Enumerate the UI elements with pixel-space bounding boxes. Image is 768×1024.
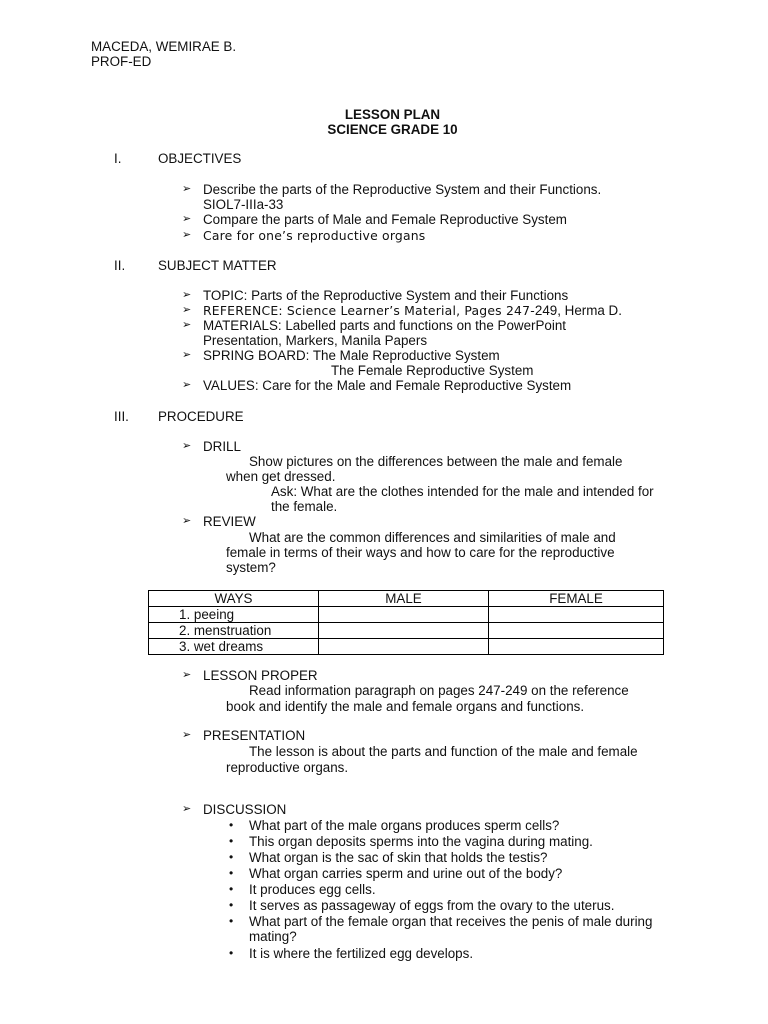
- ways-table: [148, 590, 664, 655]
- dot-bullet-icon: •: [229, 866, 234, 880]
- table-cell-way: 3. wet dreams: [149, 639, 319, 655]
- review-line3: system?: [226, 560, 276, 575]
- arrow-bullet-icon: ➢: [182, 803, 192, 815]
- discussion-item: What organ is the sac of skin that holds the testis?: [249, 850, 548, 865]
- arrow-bullet-icon: ➢: [182, 349, 192, 361]
- discussion-item: What organ carries sperm and urine out of the body?: [249, 866, 563, 881]
- author-name: MACEDA, WEMIRAE B.: [91, 39, 237, 54]
- table-header-ways: WAYS: [149, 591, 319, 607]
- review-label: REVIEW: [203, 514, 256, 529]
- dot-bullet-icon: •: [229, 882, 234, 896]
- review-line2: female in terms of their ways and how to care for the reproductive: [226, 545, 615, 560]
- presentation-line2: reproductive organs.: [226, 760, 349, 775]
- section-heading-objectives: OBJECTIVES: [158, 151, 242, 166]
- dot-bullet-icon: •: [229, 818, 234, 832]
- table-cell-way: 1. peeing: [149, 607, 319, 623]
- arrow-bullet-icon: ➢: [182, 440, 192, 452]
- objective-3: Care for one’s reproductive organs: [203, 228, 426, 243]
- section-heading-subject-matter: SUBJECT MATTER: [158, 258, 277, 273]
- reference-text: REFERENCE: Science Learner’s Material, Pages 247-: [203, 303, 535, 318]
- spring-board-line2: The Female Reproductive System: [331, 363, 534, 378]
- drill-label: DRILL: [203, 439, 241, 454]
- table-header-female: FEMALE: [489, 591, 664, 607]
- spring-board-line1: SPRING BOARD: The Male Reproductive System: [203, 348, 500, 363]
- dot-bullet-icon: •: [229, 914, 234, 928]
- lesson-proper-label: LESSON PROPER: [203, 668, 318, 683]
- arrow-bullet-icon: ➢: [182, 515, 192, 527]
- arrow-bullet-icon: ➢: [182, 183, 192, 195]
- arrow-bullet-icon: ➢: [182, 379, 192, 391]
- drill-line4: the female.: [271, 499, 338, 514]
- table-cell-female: [489, 639, 664, 655]
- table-row: [149, 639, 664, 655]
- discussion-item: What part of the female organ that receives the penis of male during: [249, 914, 653, 929]
- discussion-item-continued: mating?: [249, 929, 297, 944]
- table-cell-male: [319, 623, 489, 639]
- lesson-proper-line1: Read information paragraph on pages 247-249 on the reference: [249, 683, 629, 698]
- table-header-male: MALE: [319, 591, 489, 607]
- drill-line1: Show pictures on the differences between the male and female: [249, 454, 623, 469]
- table-header-row: [149, 591, 664, 607]
- arrow-bullet-icon: ➢: [182, 669, 192, 681]
- doc-subtitle: SCIENCE GRADE 10: [327, 122, 458, 137]
- section-numeral-procedure: III.: [114, 409, 129, 424]
- discussion-item: It is where the fertilized egg develops.: [249, 946, 474, 961]
- review-line1: What are the common differences and similarities of male and: [249, 530, 616, 545]
- table-cell-male: [319, 607, 489, 623]
- table-cell-way: 2. menstruation: [149, 623, 319, 639]
- arrow-bullet-icon: ➢: [182, 229, 192, 241]
- table-cell-female: [489, 623, 664, 639]
- discussion-item: This organ deposits sperms into the vagina during mating.: [249, 834, 593, 849]
- doc-title: LESSON PLAN: [344, 107, 441, 122]
- discussion-item: What part of the male organs produces sperm cells?: [249, 818, 560, 833]
- discussion-item: It produces egg cells.: [249, 882, 376, 897]
- arrow-bullet-icon: ➢: [182, 304, 192, 316]
- objective-1-line2: SIOL7-IIIa-33: [203, 197, 284, 212]
- table-row: [149, 607, 664, 623]
- dot-bullet-icon: •: [229, 850, 234, 864]
- discussion-label: DISCUSSION: [203, 802, 287, 817]
- reference-line: [203, 303, 622, 318]
- section-numeral-subject-matter: II.: [114, 258, 126, 273]
- lesson-proper-line2: book and identify the male and female organs and functions.: [226, 699, 585, 714]
- topic-line: TOPIC: Parts of the Reproductive System and their Functions: [203, 288, 569, 303]
- drill-line3: Ask: What are the clothes intended for the male and intended for: [271, 484, 654, 499]
- presentation-line1: The lesson is about the parts and function of the male and female: [249, 744, 638, 759]
- objective-2: Compare the parts of Male and Female Reproductive System: [203, 212, 567, 227]
- arrow-bullet-icon: ➢: [182, 289, 192, 301]
- section-heading-procedure: PROCEDURE: [158, 409, 244, 424]
- arrow-bullet-icon: ➢: [182, 729, 192, 741]
- table-cell-female: [489, 607, 664, 623]
- presentation-label: PRESENTATION: [203, 728, 306, 743]
- table-row: [149, 623, 664, 639]
- arrow-bullet-icon: ➢: [182, 213, 192, 225]
- discussion-item: It serves as passageway of eggs from the ovary to the uterus.: [249, 898, 615, 913]
- objective-1-line1: Describe the parts of the Reproductive System and their Functions.: [203, 182, 602, 197]
- dot-bullet-icon: •: [229, 898, 234, 912]
- values-line: VALUES: Care for the Male and Female Reproductive System: [203, 378, 572, 393]
- section-numeral-objectives: I.: [114, 151, 122, 166]
- materials-line2: Presentation, Markers, Manila Papers: [203, 333, 428, 348]
- materials-line1: MATERIALS: Labelled parts and functions on the PowerPoint: [203, 318, 566, 333]
- arrow-bullet-icon: ➢: [182, 319, 192, 331]
- reference-author: 249, Herma D.: [534, 303, 622, 318]
- drill-line2: when get dressed.: [226, 469, 336, 484]
- author-course: PROF-ED: [91, 54, 152, 69]
- dot-bullet-icon: •: [229, 946, 234, 960]
- dot-bullet-icon: •: [229, 834, 234, 848]
- table-cell-male: [319, 639, 489, 655]
